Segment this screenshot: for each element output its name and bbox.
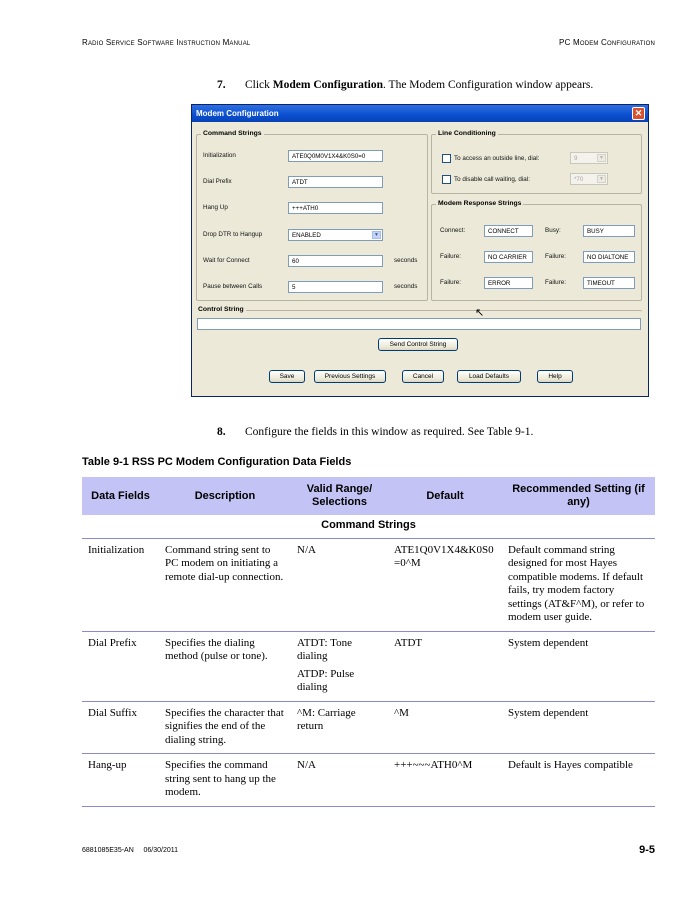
cell-range [291, 754, 388, 807]
data-fields-table [82, 477, 655, 807]
failure-label: Failure: [440, 253, 461, 260]
call-waiting-checkbox[interactable] [442, 175, 451, 184]
pause-between-calls-label: Pause between Calls [203, 283, 263, 290]
wait-for-connect-label: Wait for Connect [203, 257, 250, 264]
modem-response-group [431, 200, 642, 301]
cell-field: Dial Suffix [82, 701, 159, 754]
chevron-down-icon[interactable]: ▼ [597, 175, 606, 183]
range-option: N/A [297, 543, 316, 556]
help-button[interactable]: Help [537, 370, 573, 383]
failure-input-1[interactable]: NO CARRIER [484, 251, 533, 263]
busy-label: Busy: [545, 227, 561, 234]
column-header: Default [388, 477, 502, 515]
cell-field: Dial Prefix [82, 631, 159, 701]
cell-description: Specifies the dialing method (pulse or tone). [159, 631, 291, 701]
command-strings-title: Command Strings [203, 130, 262, 137]
cancel-button[interactable]: Cancel [402, 370, 444, 383]
cell-default: ATDT [388, 631, 502, 701]
cell-description: Specifies the character that signifies the end of the dialing string. [159, 701, 291, 754]
drop-dtr-select[interactable] [288, 229, 383, 241]
dial-prefix-label: Dial Prefix [203, 178, 232, 185]
wait-for-connect-input[interactable]: 60 [288, 255, 383, 267]
line-conditioning-group [431, 130, 642, 194]
cell-range [291, 631, 388, 701]
column-header: Description [159, 477, 291, 515]
running-header-right: PC Modem Configuration [559, 38, 655, 47]
column-header: Data Fields [82, 477, 159, 515]
hang-up-input[interactable]: +++ATH0 [288, 202, 383, 214]
cell-range [291, 538, 388, 631]
save-button[interactable]: Save [269, 370, 305, 383]
cell-default: +++~~~ATH0^M [388, 754, 502, 807]
dialog-title-bar[interactable] [192, 105, 648, 122]
chevron-down-icon[interactable]: ▼ [597, 154, 606, 162]
cell-recommended: Default is Hayes compatible [502, 754, 655, 807]
drop-dtr-label: Drop DTR to Hangup [203, 231, 263, 238]
step-7-number: 7. [217, 79, 226, 91]
cell-recommended: Default command string designed for most Hayes compatible modems. If default fails, try modem factory settings (AT&F^M), or refer to modem user guide. [502, 538, 655, 631]
modem-configuration-dialog [191, 104, 649, 397]
range-option: ATDT: Tone dialing [297, 636, 352, 662]
outside-line-select[interactable] [570, 152, 608, 164]
outside-line-value: 9 [574, 155, 578, 162]
busy-input[interactable]: BUSY [583, 225, 635, 237]
table-caption: Table 9-1 RSS PC Modem Configuration Data Fields [82, 456, 352, 468]
cell-description: Command string sent to PC modem on initiating a remote dial-up connection. [159, 538, 291, 631]
cell-default: ATE1Q0V1X4&K0S0=0^M [388, 538, 502, 631]
previous-settings-button[interactable]: Previous Settings [314, 370, 386, 383]
chevron-down-icon[interactable]: ▼ [372, 231, 381, 239]
failure-input-4[interactable]: TIMEOUT [583, 277, 635, 289]
outside-line-checkbox[interactable] [442, 154, 451, 163]
failure-label: Failure: [545, 253, 566, 260]
initialization-label: Initialization [203, 152, 236, 159]
cell-recommended: System dependent [502, 701, 655, 754]
wait-unit: seconds [394, 257, 418, 264]
call-waiting-value: *70 [574, 176, 584, 183]
footer-doc-number: 6881085E35-AN 06/30/2011 [82, 847, 179, 854]
table-row [82, 754, 655, 807]
table-row [82, 631, 655, 701]
command-strings-group [196, 130, 428, 301]
connect-input[interactable]: CONNECT [484, 225, 533, 237]
drop-dtr-value: ENABLED [292, 232, 321, 239]
range-option: ^M: Carriage return [297, 706, 356, 732]
step-7-bold: Modem Configuration [272, 79, 384, 91]
mouse-pointer-icon: ↖ [475, 307, 485, 319]
failure-input-2[interactable]: NO DIALTONE [583, 251, 635, 263]
section-title: Command Strings [82, 515, 655, 538]
column-header: Recommended Setting (if any) [502, 477, 655, 515]
failure-label: Failure: [440, 279, 461, 286]
table-row [82, 538, 655, 631]
step-8-number: 8. [217, 426, 226, 438]
call-waiting-label: To disable call waiting, dial: [454, 176, 530, 183]
table-row [82, 701, 655, 754]
footer-page-number: 9-5 [639, 844, 655, 856]
dialog-title: Modem Configuration [196, 109, 279, 118]
step-8-text: Configure the fields in this window as required. See Table 9-1. [245, 426, 534, 438]
cell-field: Initialization [82, 538, 159, 631]
range-option: ATDP: Pulse dialing [297, 667, 355, 693]
send-control-string-button[interactable]: Send Control String [378, 338, 458, 351]
cell-field: Hang-up [82, 754, 159, 807]
section-row [82, 515, 655, 538]
table-header-row [82, 477, 655, 515]
failure-label: Failure: [545, 279, 566, 286]
range-option: N/A [297, 759, 316, 771]
connect-label: Connect: [440, 227, 466, 234]
hang-up-label: Hang Up [203, 204, 228, 211]
control-string-input[interactable] [197, 318, 641, 330]
running-header-left: Radio Service Software Instruction Manual [82, 38, 251, 47]
line-conditioning-title: Line Conditioning [438, 130, 496, 137]
column-header: Valid Range/ Selections [291, 477, 388, 515]
dial-prefix-input[interactable]: ATDT [288, 176, 383, 188]
load-defaults-button[interactable]: Load Defaults [457, 370, 521, 383]
step-7-suffix: . The Modem Configuration window appears. [383, 79, 594, 91]
pause-between-calls-input[interactable]: 5 [288, 281, 383, 293]
close-icon[interactable]: ✕ [632, 107, 645, 120]
outside-line-label: To access an outside line, dial: [454, 155, 540, 162]
call-waiting-select[interactable] [570, 173, 608, 185]
step-7-text [245, 79, 593, 91]
failure-input-3[interactable]: ERROR [484, 277, 533, 289]
cell-range [291, 701, 388, 754]
control-string-title: Control String [198, 306, 244, 313]
step-7-prefix: Click [245, 79, 273, 91]
cell-recommended: System dependent [502, 631, 655, 701]
cell-description: Specifies the command string sent to hang up the modem. [159, 754, 291, 807]
initialization-input[interactable]: ATE0Q0M0V1X4&K0S0=0 [288, 150, 383, 162]
modem-response-title: Modem Response Strings [438, 200, 522, 207]
pause-unit: seconds [394, 283, 418, 290]
cell-default: ^M [388, 701, 502, 754]
